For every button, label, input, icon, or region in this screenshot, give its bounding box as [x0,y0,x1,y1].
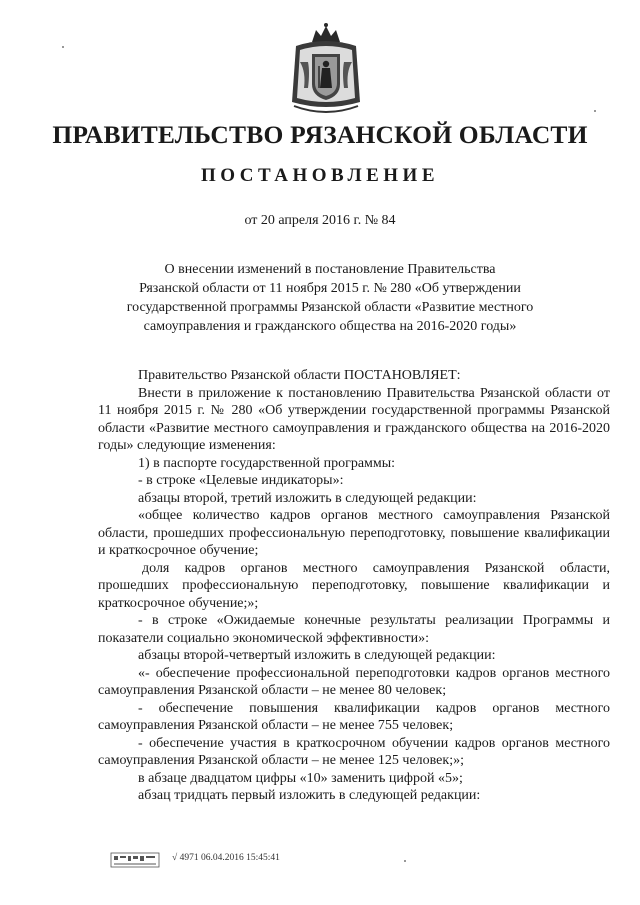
body-paragraph: Правительство Рязанской области ПОСТАНОВЛЯЕТ: [138,368,461,383]
body-paragraph: «- обеспечение профессиональной переподготовки кадров органов местного самоуправления Рязанской области – не менее 80 человек; [98,665,610,698]
scan-speck [404,860,406,862]
registration-stamp-text: √ 4971 06.04.2016 15:45:41 [172,853,280,863]
document-body [98,367,610,805]
body-paragraph: абзацы второй, третий изложить в следующей редакции: [138,490,477,506]
registration-footer [110,848,410,872]
body-paragraph: 1) в паспорте государственной программы: [138,455,396,471]
body-paragraph: абзац тридцать первый изложить в следующей редакции: [138,788,481,803]
body-paragraph: «общее количество кадров органов местного самоуправления Рязанской области, прошедших профессиональную переподготовку, повышение квалификации и краткосрочное обучение; [98,508,610,558]
body-paragraph: - в строке «Ожидаемые конечные результаты реализации Программы и показатели социально экономической эффективности»: [98,613,610,646]
registration-stamp-icon [110,850,160,870]
body-paragraph: абзацы второй-четвертый изложить в следующей редакции: [138,648,496,663]
organization-title: ПРАВИТЕЛЬСТВО РЯЗАНСКОЙ ОБЛАСТИ [52,120,588,149]
subject-line: самоуправления и гражданского общества на 2016-2020 годы» [143,319,517,334]
body-paragraph: в абзаце двадцатом цифры «10» заменить цифрой «5»; [138,770,463,786]
scan-speck [594,110,596,112]
date-and-number: от 20 апреля 2016 г. № 84 [244,213,396,228]
subject-line: О внесении изменений в постановление Правительства [164,262,496,277]
body-paragraph: - обеспечение повышения квалификации кадров органов местного самоуправления Рязанской области – не менее 755 человек; [98,700,610,733]
document-subject [120,260,540,336]
body-paragraph: - обеспечение участия в краткосрочном обучении кадров органов местного самоуправления Рязанской области – не менее 125 человек;»; [98,735,610,768]
subject-line: государственной программы Рязанской области «Развитие местного [126,300,534,315]
coat-of-arms-emblem-icon [286,22,366,118]
body-paragraph: Внести в приложение к постановлению Правительства Рязанской области от 11 ноября 2015 г. № 280 «Об утверждении государственной программы Рязанской области «Развитие местного самоуправления и гражданского общества на 2016-2020 годы» следующие изменения: [98,385,610,453]
subject-line: Рязанской области от 11 ноября 2015 г. № 280 «Об утверждении [139,281,521,296]
body-paragraph: - в строке «Целевые индикаторы»: [138,473,344,488]
scan-speck [62,46,64,48]
document-type: ПОСТАНОВЛЕНИЕ [200,165,440,186]
body-paragraph: доля кадров органов местного самоуправления Рязанской области, прошедших профессиональную переподготовку, повышение квалификации и краткосрочное обучение;»; [98,560,610,611]
